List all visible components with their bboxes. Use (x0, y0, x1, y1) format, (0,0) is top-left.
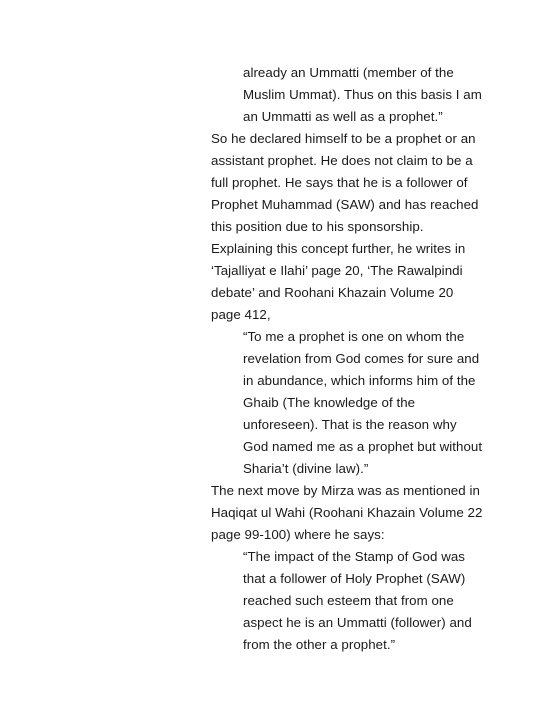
paragraph-line: So he declared himself to be a prophet or an (211, 131, 476, 146)
paragraph-line: Haqiqat ul Wahi (Roohani Khazain Volume 22 (211, 505, 483, 520)
quote-line: Ghaib (The knowledge of the (243, 395, 416, 410)
quote-line: unforeseen). That is the reason why (243, 417, 457, 432)
paragraph-line: The next move by Mirza was as mentioned in (211, 483, 480, 498)
paragraph-line: page 99-100) where he says: (211, 527, 385, 542)
quote-line: already an Ummatti (member of the (243, 65, 454, 80)
quote-line: an Ummatti as well as a prophet.” (243, 109, 443, 124)
quote-line: in abundance, which informs him of the (243, 373, 476, 388)
quote-line: Sharia’t (divine law).” (243, 461, 369, 476)
paragraph-line: page 412, (211, 307, 271, 322)
paragraph-line: ‘Tajalliyat e Ilahi’ page 20, ‘The Rawalpindi (211, 263, 463, 278)
paragraph-line: this position due to his sponsorship. (211, 219, 424, 234)
paragraph-line: Explaining this concept further, he writes in (211, 241, 466, 256)
quote-line: “The impact of the Stamp of God was (243, 549, 465, 564)
paragraph-line: assistant prophet. He does not claim to be a (211, 153, 473, 168)
quote-line: aspect he is an Ummatti (follower) and (243, 615, 472, 630)
paragraph-line: Prophet Muhammad (SAW) and has reached (211, 197, 479, 212)
paragraph-line: full prophet. He says that he is a follower of (211, 175, 468, 190)
quote-line: from the other a prophet.” (243, 637, 396, 652)
quote-line: Muslim Ummat). Thus on this basis I am (243, 87, 482, 102)
quote-line: God named me as a prophet but without (243, 439, 483, 454)
paragraph-line: debate’ and Roohani Khazain Volume 20 (211, 285, 454, 300)
quote-line: revelation from God comes for sure and (243, 351, 480, 366)
quote-line: that a follower of Holy Prophet (SAW) (243, 571, 466, 586)
quote-line: “To me a prophet is one on whom the (243, 329, 465, 344)
quote-line: reached such esteem that from one (243, 593, 454, 608)
